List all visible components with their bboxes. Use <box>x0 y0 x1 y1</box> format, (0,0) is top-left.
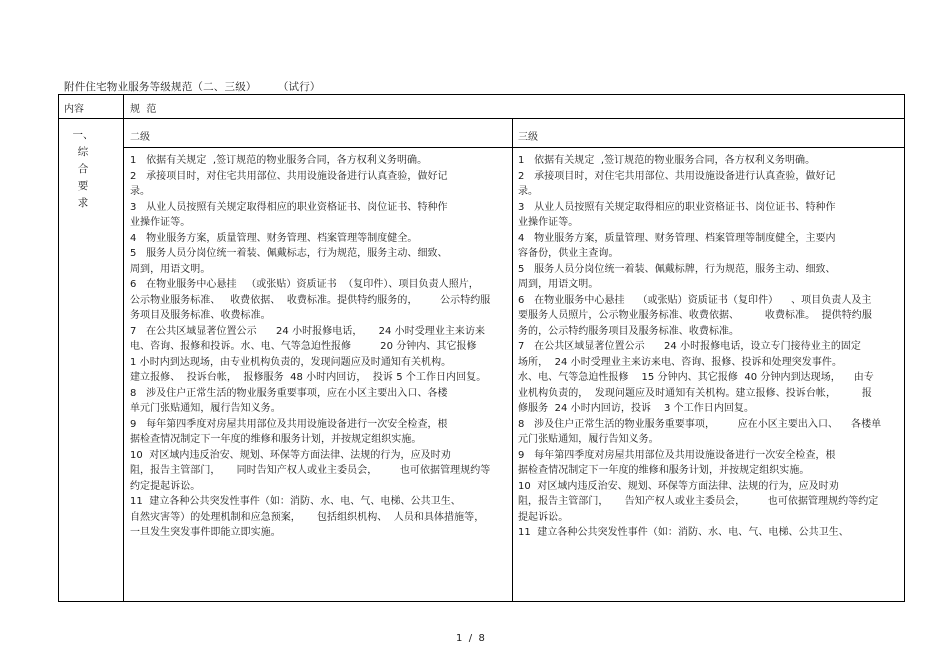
table-right-border <box>904 94 905 601</box>
section-label-char: 求 <box>77 197 89 209</box>
requirement-line: 2 承接项目时，对住宅共用部位、共用设施设备进行认真查验，做好记 <box>130 170 448 182</box>
section-label-char: 综 <box>77 146 89 158</box>
requirement-line: 据检查情况制定下一年度的维修和服务计划，并按规定组织实施。 <box>130 434 422 445</box>
requirement-line: 9 每年第四季度对房屋共用部位及共用设施设备进行一次安全检查，根 <box>518 449 836 461</box>
subheader-row-border <box>123 147 905 148</box>
level-column-divider <box>512 118 513 601</box>
requirement-line: 周到，用语文明。 <box>130 263 211 275</box>
requirement-line: 2 承接项目时，对住宅共用部位、共用设施设备进行认真查验，做好记 <box>518 170 836 182</box>
level2-requirements-text <box>130 153 490 541</box>
header-row-border <box>58 118 905 119</box>
requirement-line: 6 在物业服务中心悬挂 （或张贴）资质证书（复印件） 、项目负责人及主 <box>518 294 872 306</box>
requirement-line: 电、咨询、报修和投诉。水、电、气等急迫性报修 20 分钟内、其它报修 <box>130 341 477 352</box>
requirement-line: 8 涉及住户正常生活的物业服务重要事项，应在小区主要出入口、各楼 <box>130 387 448 399</box>
level2-column-title: 二级 <box>130 132 150 143</box>
requirement-line: 公示物业服务标准、 收费依据、 收费标准。提供特约服务的， 公示特约服 <box>130 294 491 306</box>
requirement-line: 9 每年第四季度对房屋共用部位及共用设施设备进行一次安全检查，根 <box>130 418 448 430</box>
requirement-line: 4 物业服务方案，质量管理、财务管理、档案管理等制度健全，主要内 <box>518 232 836 244</box>
requirement-line: 务项目及服务标准、收费标准。 <box>130 310 271 321</box>
requirement-line: 7 在公共区域显著位置公示 24 小时报修电话，设立专门接待业主的固定 <box>518 341 861 352</box>
level3-column-title: 三级 <box>518 132 538 143</box>
requirement-line: 修服务 24 小时内回访，投诉 3 个工作日内回复。 <box>518 403 755 414</box>
section-label-comprehensive-requirements <box>70 129 96 210</box>
requirement-line: 单元门张贴通知，履行告知义务。 <box>130 403 281 414</box>
requirement-line: 5 服务人员分岗位统一着装、佩戴标牌，行为规范，服务主动、细致、 <box>518 263 836 275</box>
requirement-line: 要服务人员照片，公示物业服务标准、收费依据、 收费标准。 提供特约服 <box>518 310 872 321</box>
requirement-line: 业机构负责的， 发现问题应及时通知有关机构。建立报修、投诉台帐， 报 <box>518 387 872 399</box>
header-spec-label: 规 范 <box>130 104 157 115</box>
requirement-line: 水、电、气等急迫性报修 15 分钟内、其它报修 40 分钟内到达现场， 由专 <box>518 372 874 383</box>
requirement-line: 据检查情况制定下一年度的维修和服务计划，并按规定组织实施。 <box>518 465 810 476</box>
requirement-line: 场所， 24 小时受理业主来访来电、咨询、报修、投诉和处理突发事件。 <box>518 356 843 368</box>
requirement-line: 录。 <box>130 186 151 197</box>
table-left-border <box>58 94 59 601</box>
requirement-line: 6 在物业服务中心悬挂 （或张贴）资质证书 （复印件）、项目负责人照片， <box>130 279 479 290</box>
requirement-line: 录。 <box>518 186 539 197</box>
requirement-line: 11 建立各种公共突发性事件（如：消防、水、电、气、电梯、公共卫生、 <box>130 496 461 507</box>
requirement-line: 1 小时内到达现场，由专业机构负责的，发现问题应及时通知有关机构。 <box>130 356 452 368</box>
requirement-line: 3 从业人员按照有关规定取得相应的职业资格证书、岗位证书、特种作 <box>518 201 836 213</box>
page-number: 1 / 8 <box>456 633 485 644</box>
requirement-line: 业操作证等。 <box>130 217 191 228</box>
requirement-line: 提起诉讼。 <box>518 511 569 523</box>
requirement-line: 一旦发生突发事件即能立即实施。 <box>130 527 281 538</box>
requirement-line: 约定提起诉讼。 <box>130 480 201 492</box>
requirement-line: 元门张贴通知，履行告知义务。 <box>518 434 659 445</box>
header-content-label: 内容 <box>64 104 84 115</box>
content-column-divider <box>123 94 124 601</box>
requirement-line: 自然灾害等）的处理机制和应急预案， 包括组织机构、 人员和具体措施等， <box>130 511 485 523</box>
level3-requirements-text <box>518 153 881 541</box>
requirement-line: 11 建立各种公共突发性事件（如：消防、水、电、气、电梯、公共卫生、 <box>518 527 849 538</box>
document-title: 附件住宅物业服务等级规范（二、三级） （试行） <box>64 81 321 93</box>
requirement-line: 阻，报告主管部门， 告知产权人或业主委员会， 也可依据管理规约等约定 <box>518 496 879 507</box>
section-label-char: 合 <box>77 163 89 175</box>
requirement-line: 业操作证等。 <box>518 217 579 228</box>
requirement-line: 1 依据有关规定 ,签订规范的物业服务合同，各方权利义务明确。 <box>518 155 816 166</box>
requirement-line: 周到，用语文明。 <box>518 279 599 290</box>
table-top-border <box>58 94 905 95</box>
table-bottom-border <box>58 601 905 602</box>
section-label-char: 一、 <box>72 129 94 141</box>
requirement-line: 务的，公示特约服务项目及服务标准、收费标准。 <box>518 325 740 337</box>
requirement-line: 7 在公共区域显著位置公示 24 小时报修电话， 24 小时受理业主来访来 <box>130 325 486 337</box>
requirement-line: 5 服务人员分岗位统一着装、佩戴标志，行为规范，服务主动、细致、 <box>130 248 448 259</box>
requirement-line: 建立报修、 投诉台帐， 报修服务 48 小时内回访， 投诉 5 个工作日内回复。 <box>130 372 487 383</box>
requirement-line: 4 物业服务方案，质量管理、财务管理、档案管理等制度健全。 <box>130 232 418 244</box>
requirement-line: 容备份，供业主查询。 <box>518 248 619 259</box>
requirement-line: 3 从业人员按照有关规定取得相应的职业资格证书、岗位证书、特种作 <box>130 201 448 213</box>
requirement-line: 10 对区域内违反治安、规划、环保等方面法律、法规的行为，应及时劝 <box>518 480 839 492</box>
requirement-line: 1 依据有关规定 ,签订规范的物业服务合同，各方权利义务明确。 <box>130 155 428 166</box>
requirement-line: 8 涉及住户正常生活的物业服务重要事项， 应在小区主要出入口、 各楼单 <box>518 418 882 430</box>
requirement-line: 10 对区域内违反治安、规划、环保等方面法律、法规的行为，应及时劝 <box>130 449 451 461</box>
section-label-char: 要 <box>77 180 89 192</box>
requirement-line: 阻，报告主管部门， 同时告知产权人或业主委员会， 也可依据管理规约等 <box>130 465 491 476</box>
